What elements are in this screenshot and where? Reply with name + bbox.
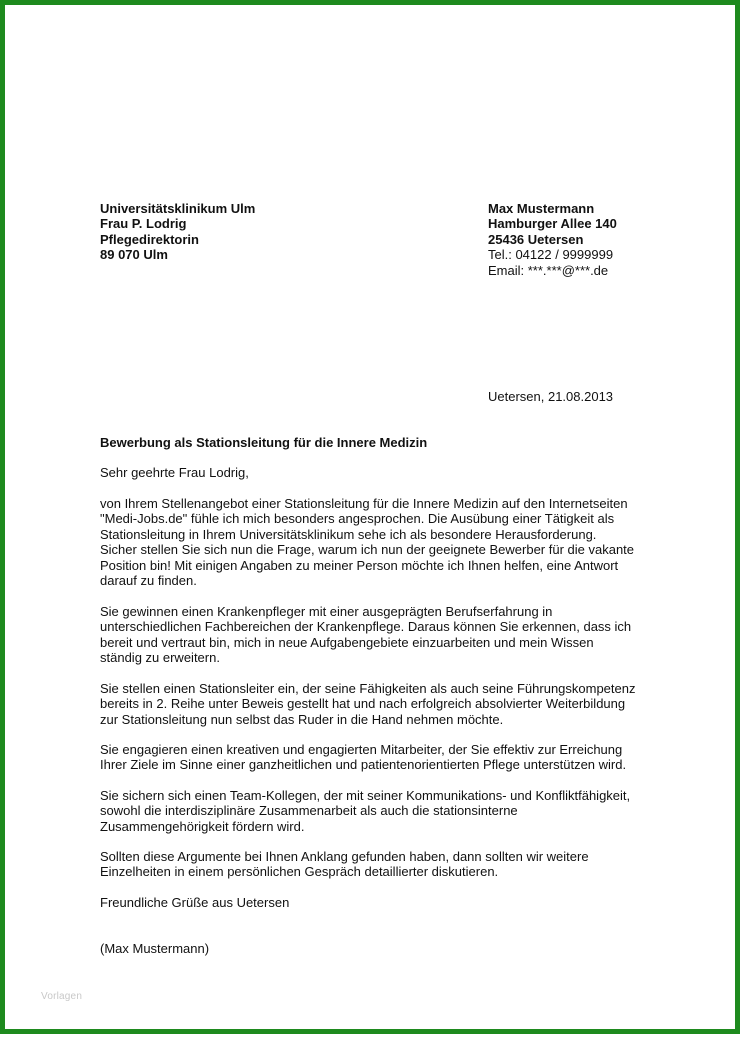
paragraph-line: unterschiedlichen Fachbereichen der Krankenpflege. Daraus können Sie erkennen, dass ich xyxy=(100,619,632,635)
recipient-line-institution: Universitätsklinikum Ulm xyxy=(100,201,256,216)
body-paragraph-6 xyxy=(100,849,655,880)
paragraph-line: Sie sichern sich einen Team-Kollegen, der mit seiner Kommunikations- und Konfliktfähigkeit, xyxy=(100,788,631,803)
letter-signature: (Max Mustermann) xyxy=(100,941,210,956)
letter-subject: Bewerbung als Stationsleitung für die Innere Medizin xyxy=(100,435,428,450)
paragraph-line: bereit und vertraut bin, mich in neue Aufgabengebiete einzuarbeiten und mein Wissen xyxy=(100,634,594,650)
paragraph-line: Sollten diese Argumente bei Ihnen Anklang gefunden haben, dann sollten wir weitere xyxy=(100,849,589,864)
paragraph-line: Sie engagieren einen kreativen und engagierten Mitarbeiter, der Sie effektiv zur Erreichung xyxy=(100,742,623,757)
paragraph-line: Sicher stellen Sie sich nun die Frage, warum ich nun der geeignete Bewerber für die vakante xyxy=(100,542,635,558)
paragraph-line: Zusammengehörigkeit fördern wird. xyxy=(100,818,305,834)
letter-date: Uetersen, 21.08.2013 xyxy=(488,389,614,404)
body-paragraph-1 xyxy=(100,496,655,588)
paragraph-line: Stationsleitung in Ihrem Universitätsklinikum sehe ich als besondere Herausforderung. xyxy=(100,526,597,542)
paragraph-line: von Ihrem Stellenangebot einer Stationsleitung für die Innere Medizin auf den Internetseiten xyxy=(100,496,628,511)
paragraph-line: Position bin! Mit einigen Angaben zu meiner Person möchte ich Ihnen helfen, eine Antwort xyxy=(100,557,619,573)
sender-street: Hamburger Allee 140 xyxy=(488,216,617,232)
sender-phone: Tel.: 04122 / 9999999 xyxy=(488,247,614,263)
paragraph-line: Ihrer Ziele im Sinne einer ganzheitlichen und patientenorientierten Pflege unterstützen wird. xyxy=(100,757,627,773)
paragraph-line: Sie gewinnen einen Krankenpfleger mit einer ausgeprägten Berufserfahrung in xyxy=(100,604,553,619)
recipient-line-city: 89 070 Ulm xyxy=(100,247,168,263)
paragraph-line: sowohl die interdisziplinäre Zusammenarbeit als auch die stationsinterne xyxy=(100,803,518,819)
watermark-text: Vorlagen xyxy=(41,991,83,1002)
body-paragraph-4 xyxy=(100,742,655,773)
recipient-line-name: Frau P. Lodrig xyxy=(100,216,187,232)
sender-email: Email: ***.***@***.de xyxy=(488,262,609,278)
sender-address xyxy=(488,201,617,278)
body-paragraph-3 xyxy=(100,681,655,727)
sender-city: 25436 Uetersen xyxy=(488,231,584,247)
paragraph-line: "Medi-Jobs.de" fühle ich mich besonders angesprochen. Die Ausübung einer Tätigkeit als xyxy=(100,511,615,527)
paragraph-line: Sie stellen einen Stationsleiter ein, der seine Fähigkeiten als auch seine Führungskompetenz xyxy=(100,681,636,696)
recipient-address xyxy=(100,201,255,263)
paragraph-line: darauf zu finden. xyxy=(100,573,197,589)
paragraph-line: zur Stationsleitung nun selbst das Ruder in die Hand nehmen möchte. xyxy=(100,711,504,727)
letter-page xyxy=(5,5,740,1039)
letter-salutation: Sehr geehrte Frau Lodrig, xyxy=(100,465,249,480)
body-paragraph-5 xyxy=(100,788,655,834)
sender-name: Max Mustermann xyxy=(488,201,595,216)
paragraph-line: bereits in 2. Reihe unter Beweis gestellt hat und nach erfolgreich absolvierter Weiterbildung xyxy=(100,696,626,712)
letter-closing: Freundliche Grüße aus Uetersen xyxy=(100,895,290,910)
recipient-line-title: Pflegedirektorin xyxy=(100,231,199,247)
paragraph-line: ständig zu erweitern. xyxy=(100,650,220,666)
body-paragraph-2 xyxy=(100,604,655,666)
paragraph-line: Einzelheiten in einem persönlichen Gespräch detaillierter diskutieren. xyxy=(100,864,499,880)
